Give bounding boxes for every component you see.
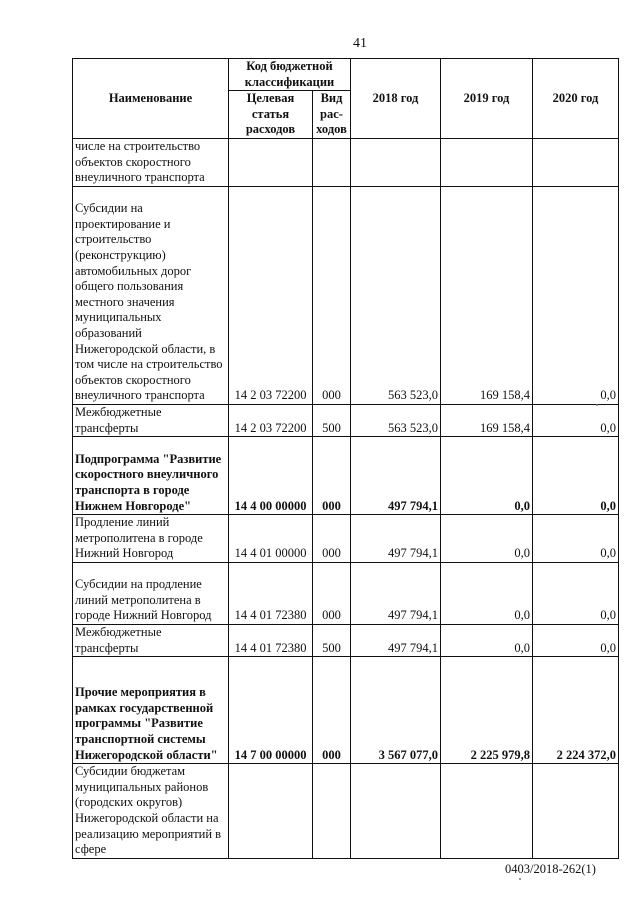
row-2018: 3 567 077,0 xyxy=(351,657,441,764)
row-2020: 0,0 xyxy=(533,562,619,624)
table-row xyxy=(73,764,619,859)
row-vid: 000 xyxy=(313,515,351,563)
row-2020: 0,0 xyxy=(533,624,619,656)
row-2019: 169 158,4 xyxy=(441,186,533,404)
row-vid: 000 xyxy=(313,562,351,624)
header-budget-code: Код бюджетной классификации xyxy=(229,59,351,91)
scan-speck xyxy=(596,404,598,406)
row-name: Подпрограмма "Развитие скоростного внеуличного транспорта в городе Нижнем Новгороде" xyxy=(73,437,229,515)
row-2018: 497 794,1 xyxy=(351,515,441,563)
row-code: 14 2 03 72200 xyxy=(229,186,313,404)
row-code: 14 4 01 72380 xyxy=(229,562,313,624)
row-name: Субсидии бюджетам муниципальных районов (городских округов) Нижегородской области на реализацию мероприятий в сфере xyxy=(73,764,229,859)
row-2020: 0,0 xyxy=(533,515,619,563)
row-2018: 497 794,1 xyxy=(351,624,441,656)
table-row xyxy=(73,139,619,187)
row-name: Прочие мероприятия в рамках государственной программы "Развитие транспортной системы Нижегородской области" xyxy=(73,657,229,764)
row-2019: 169 158,4 xyxy=(441,404,533,436)
row-name: Межбюджетные трансферты xyxy=(73,624,229,656)
table-row xyxy=(73,437,619,515)
row-vid: 500 xyxy=(313,624,351,656)
row-code xyxy=(229,764,313,859)
table-row xyxy=(73,657,619,764)
row-vid: 000 xyxy=(313,186,351,404)
header-2018: 2018 год xyxy=(351,59,441,139)
row-2018: 563 523,0 xyxy=(351,186,441,404)
row-2019: 0,0 xyxy=(441,515,533,563)
row-2018 xyxy=(351,764,441,859)
header-name: Наименование xyxy=(73,59,229,139)
row-vid: 000 xyxy=(313,657,351,764)
row-2019: 0,0 xyxy=(441,562,533,624)
table-row xyxy=(73,624,619,656)
budget-table xyxy=(72,58,619,859)
row-2019: 0,0 xyxy=(441,437,533,515)
row-code: 14 2 03 72200 xyxy=(229,404,313,436)
header-target-article: Целевая статья расходов xyxy=(229,91,313,139)
row-name: Продление линий метрополитена в городе Нижний Новгород xyxy=(73,515,229,563)
document-reference: 0403/2018-262(1) xyxy=(505,862,596,876)
row-2020 xyxy=(533,139,619,187)
row-code: 14 4 01 72380 xyxy=(229,624,313,656)
scan-speck xyxy=(519,878,521,880)
row-code: 14 4 00 00000 xyxy=(229,437,313,515)
row-2020: 2 224 372,0 xyxy=(533,657,619,764)
header-2019: 2019 год xyxy=(441,59,533,139)
table-row xyxy=(73,515,619,563)
row-vid xyxy=(313,139,351,187)
row-2018: 497 794,1 xyxy=(351,437,441,515)
row-code xyxy=(229,139,313,187)
row-2019: 0,0 xyxy=(441,624,533,656)
row-vid xyxy=(313,764,351,859)
row-vid: 500 xyxy=(313,404,351,436)
row-2018 xyxy=(351,139,441,187)
row-2020 xyxy=(533,764,619,859)
row-name: Субсидии на продление линий метрополитена в городе Нижний Новгород xyxy=(73,562,229,624)
row-2020: 0,0 xyxy=(533,437,619,515)
table-row xyxy=(73,562,619,624)
table-row xyxy=(73,404,619,436)
row-vid: 000 xyxy=(313,437,351,515)
row-code: 14 4 01 00000 xyxy=(229,515,313,563)
row-2020: 0,0 xyxy=(533,404,619,436)
row-code: 14 7 00 00000 xyxy=(229,657,313,764)
page-number: 41 xyxy=(353,36,367,51)
table-row xyxy=(73,186,619,404)
header-2020: 2020 год xyxy=(533,59,619,139)
row-name: Межбюджетные трансферты xyxy=(73,404,229,436)
header-expense-type: Вид рас- ходов xyxy=(313,91,351,139)
row-2019: 2 225 979,8 xyxy=(441,657,533,764)
row-2020: 0,0 xyxy=(533,186,619,404)
row-name: числе на строительство объектов скоростного внеуличного транспорта xyxy=(73,139,229,187)
row-2018: 563 523,0 xyxy=(351,404,441,436)
row-2018: 497 794,1 xyxy=(351,562,441,624)
row-2019 xyxy=(441,139,533,187)
row-2019 xyxy=(441,764,533,859)
row-name: Субсидии на проектирование и строительство (реконструкцию) автомобильных дорог общего пользования местного значения муниципальных образований Нижегородской области, в том числе на строительство объектов скоростного внеуличного транспорта xyxy=(73,186,229,404)
